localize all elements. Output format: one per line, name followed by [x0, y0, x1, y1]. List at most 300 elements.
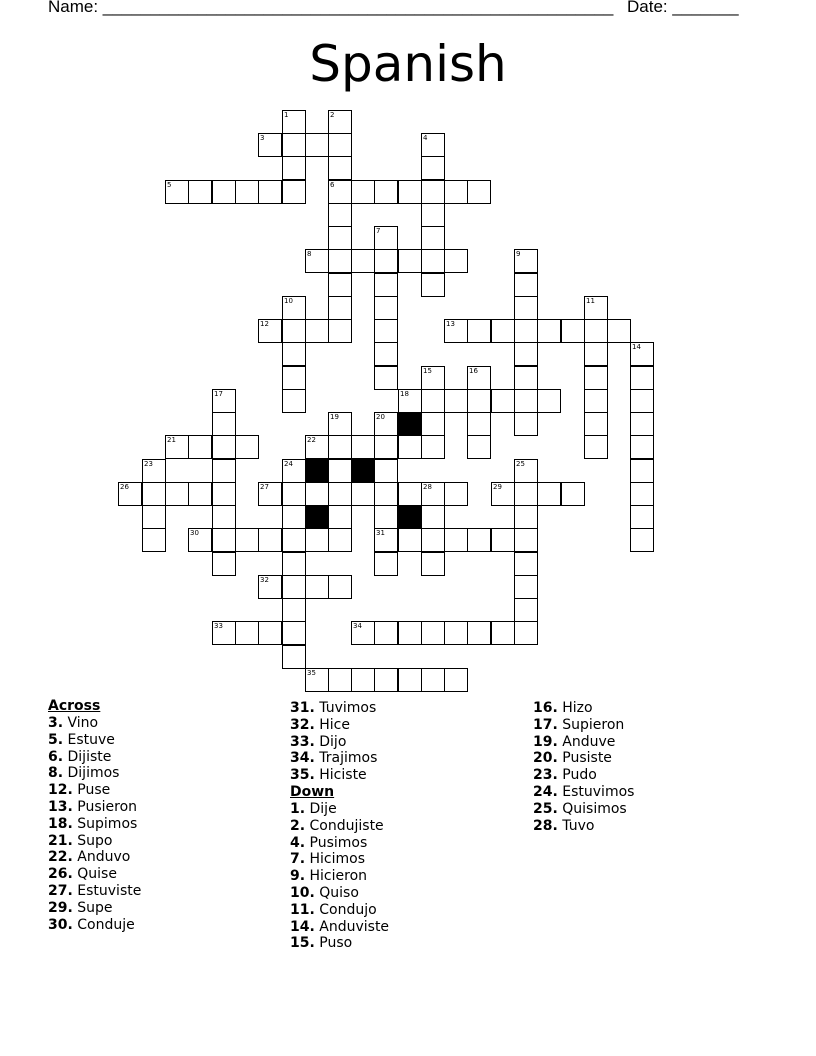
grid-cell[interactable]	[514, 552, 538, 576]
grid-cell[interactable]	[188, 180, 212, 204]
grid-cell[interactable]	[282, 575, 306, 599]
clue-column-1	[48, 698, 141, 933]
grid-cell[interactable]	[142, 459, 166, 483]
grid-cell[interactable]	[328, 226, 352, 250]
clue-number: 11.	[290, 901, 315, 918]
clue-number: 30.	[48, 916, 73, 933]
grid-cell[interactable]	[258, 133, 282, 157]
grid-cell[interactable]	[351, 435, 375, 459]
grid-cell[interactable]	[258, 319, 282, 343]
grid-cell[interactable]	[142, 528, 166, 552]
grid-cell[interactable]	[421, 366, 445, 390]
clue-number: 22.	[48, 849, 73, 866]
grid-cell[interactable]	[235, 621, 259, 645]
clue-item	[48, 866, 141, 883]
grid-cell[interactable]	[282, 459, 306, 483]
grid-cell[interactable]	[514, 459, 538, 483]
grid-cell[interactable]	[351, 482, 375, 506]
grid-cell[interactable]	[398, 180, 422, 204]
grid-cell[interactable]	[374, 621, 398, 645]
grid-cell[interactable]	[444, 482, 468, 506]
cell-number: 5	[167, 181, 172, 189]
grid-cell[interactable]	[630, 505, 654, 529]
grid-cell[interactable]	[258, 575, 282, 599]
grid-cell[interactable]	[328, 319, 352, 343]
clue-text: Dijo	[319, 733, 347, 750]
grid-cell[interactable]	[537, 482, 561, 506]
grid-cell[interactable]	[142, 505, 166, 529]
grid-cell[interactable]	[142, 482, 166, 506]
grid-cell[interactable]	[584, 366, 608, 390]
grid-cell[interactable]	[467, 180, 491, 204]
cell-number: 1	[284, 111, 289, 119]
grid-cell[interactable]	[514, 412, 538, 436]
clue-number: 33.	[290, 733, 315, 750]
grid-cell[interactable]	[328, 110, 352, 134]
grid-cell[interactable]	[467, 621, 491, 645]
date-field[interactable]: Date: _______	[627, 0, 739, 16]
grid-cell[interactable]	[328, 505, 352, 529]
grid-cell[interactable]	[282, 598, 306, 622]
clue-number: 23.	[533, 767, 558, 784]
grid-cell[interactable]	[351, 621, 375, 645]
clue-item	[533, 801, 634, 818]
cell-number: 20	[376, 413, 385, 421]
grid-cell[interactable]	[607, 319, 631, 343]
cell-number: 16	[469, 367, 478, 375]
clue-item	[48, 732, 141, 749]
clue-text: Estuve	[67, 731, 115, 748]
grid-cell[interactable]	[421, 180, 445, 204]
clue-text: Anduve	[562, 733, 616, 750]
grid-cell[interactable]	[630, 459, 654, 483]
grid-cell[interactable]	[374, 249, 398, 273]
cell-number: 9	[516, 250, 521, 258]
grid-cell[interactable]	[282, 505, 306, 529]
grid-cell[interactable]	[421, 552, 445, 576]
clue-text: Puso	[319, 935, 353, 952]
clue-text: Condujiste	[309, 817, 384, 834]
grid-cell[interactable]	[374, 412, 398, 436]
down-heading: Down	[290, 783, 335, 800]
cell-number: 8	[307, 250, 312, 258]
grid-cell[interactable]	[444, 249, 468, 273]
puzzle-title: Spanish	[309, 35, 507, 93]
clue-number: 9.	[290, 868, 306, 885]
clue-text: Supe	[77, 899, 113, 916]
grid-cell[interactable]	[491, 528, 515, 552]
clue-number: 16.	[533, 700, 558, 716]
grid-cell[interactable]	[305, 319, 329, 343]
grid-cell[interactable]	[351, 249, 375, 273]
cell-number: 30	[190, 529, 199, 537]
cell-number: 31	[376, 529, 385, 537]
grid-cell[interactable]	[514, 575, 538, 599]
clue-item	[48, 849, 141, 866]
clue-item	[290, 902, 389, 919]
grid-cell[interactable]	[514, 598, 538, 622]
clue-item	[290, 750, 389, 767]
clue-item	[290, 717, 389, 734]
grid-cell[interactable]	[212, 552, 236, 576]
grid-cell[interactable]	[258, 528, 282, 552]
clue-item	[48, 749, 141, 766]
grid-cell[interactable]	[212, 621, 236, 645]
grid-cell[interactable]	[374, 226, 398, 250]
grid-cell[interactable]	[305, 528, 329, 552]
grid-cell[interactable]	[421, 505, 445, 529]
grid-cell[interactable]	[282, 482, 306, 506]
grid-cell[interactable]	[165, 482, 189, 506]
clue-item	[48, 816, 141, 833]
grid-cell[interactable]	[282, 552, 306, 576]
grid-cell[interactable]	[398, 482, 422, 506]
clue-item	[48, 900, 141, 917]
grid-cell[interactable]	[630, 435, 654, 459]
black-cell	[398, 505, 422, 529]
clue-text: Pudo	[562, 767, 597, 784]
grid-cell[interactable]	[282, 366, 306, 390]
grid-cell[interactable]	[421, 249, 445, 273]
cell-number: 11	[586, 297, 595, 305]
grid-cell[interactable]	[328, 575, 352, 599]
grid-cell[interactable]	[444, 528, 468, 552]
grid-cell[interactable]	[421, 156, 445, 180]
grid-cell[interactable]	[188, 528, 212, 552]
grid-cell[interactable]	[398, 528, 422, 552]
grid-cell[interactable]	[584, 389, 608, 413]
grid-cell[interactable]	[328, 435, 352, 459]
grid-cell[interactable]	[630, 366, 654, 390]
grid-cell[interactable]	[537, 389, 561, 413]
clue-number: 3.	[48, 715, 64, 731]
grid-cell[interactable]	[561, 319, 585, 343]
name-field[interactable]: Name: ______________________________________________________	[48, 0, 614, 16]
grid-cell[interactable]	[374, 552, 398, 576]
grid-cell[interactable]	[212, 435, 236, 459]
grid-cell[interactable]	[444, 621, 468, 645]
grid-cell[interactable]	[374, 435, 398, 459]
grid-cell[interactable]	[514, 296, 538, 320]
grid-cell[interactable]	[282, 110, 306, 134]
grid-cell[interactable]	[421, 389, 445, 413]
grid-cell[interactable]	[282, 133, 306, 157]
grid-cell[interactable]	[328, 482, 352, 506]
grid-cell[interactable]	[398, 249, 422, 273]
grid-cell[interactable]	[282, 319, 306, 343]
grid-cell[interactable]	[212, 528, 236, 552]
clue-text: Quiso	[319, 884, 359, 901]
grid-cell[interactable]	[328, 180, 352, 204]
grid-cell[interactable]	[421, 482, 445, 506]
clue-number: 10.	[290, 884, 315, 901]
clue-text: Hicieron	[309, 868, 368, 885]
clue-item	[48, 833, 141, 850]
cell-number: 32	[260, 576, 269, 584]
grid-cell[interactable]	[398, 621, 422, 645]
clue-text: Dije	[309, 800, 337, 817]
clue-number: 35.	[290, 767, 315, 784]
grid-cell[interactable]	[467, 366, 491, 390]
clue-item	[290, 919, 389, 936]
cell-number: 29	[493, 483, 502, 491]
grid-cell[interactable]	[398, 435, 422, 459]
clue-number: 21.	[48, 832, 73, 849]
grid-cell[interactable]	[467, 389, 491, 413]
grid-cell[interactable]	[305, 249, 329, 273]
grid-cell[interactable]	[584, 319, 608, 343]
grid-cell[interactable]	[421, 273, 445, 297]
grid-cell[interactable]	[282, 621, 306, 645]
clue-text: Vino	[67, 715, 99, 731]
cell-number: 19	[330, 413, 339, 421]
clue-item	[533, 734, 634, 751]
grid-cell[interactable]	[421, 528, 445, 552]
grid-cell[interactable]	[630, 482, 654, 506]
grid-cell[interactable]	[374, 505, 398, 529]
clue-number: 32.	[290, 716, 315, 733]
grid-cell[interactable]	[328, 156, 352, 180]
grid-cell[interactable]	[328, 528, 352, 552]
grid-cell[interactable]	[188, 482, 212, 506]
cell-number: 12	[260, 320, 269, 328]
clue-item	[533, 767, 634, 784]
grid-cell[interactable]	[630, 412, 654, 436]
grid-cell[interactable]	[305, 668, 329, 692]
grid-cell[interactable]	[421, 226, 445, 250]
grid-cell[interactable]	[282, 156, 306, 180]
grid-cell[interactable]	[398, 389, 422, 413]
grid-cell[interactable]	[374, 459, 398, 483]
clue-number: 31.	[290, 700, 315, 716]
grid-cell[interactable]	[398, 668, 422, 692]
grid-cell[interactable]	[467, 319, 491, 343]
clue-text: Anduvo	[77, 849, 131, 866]
grid-cell[interactable]	[514, 505, 538, 529]
grid-cell[interactable]	[561, 482, 585, 506]
grid-cell[interactable]	[444, 319, 468, 343]
grid-cell[interactable]	[282, 645, 306, 669]
clue-item	[48, 917, 141, 934]
clue-number: 20.	[533, 750, 558, 767]
grid-cell[interactable]	[467, 528, 491, 552]
grid-cell[interactable]	[374, 180, 398, 204]
grid-cell[interactable]	[584, 296, 608, 320]
grid-cell[interactable]	[491, 389, 515, 413]
grid-cell[interactable]	[235, 180, 259, 204]
clue-item	[48, 782, 141, 799]
cell-number: 2	[330, 111, 335, 119]
cell-number: 14	[632, 343, 641, 351]
grid-cell[interactable]	[305, 575, 329, 599]
grid-cell[interactable]	[118, 482, 142, 506]
grid-cell[interactable]	[514, 621, 538, 645]
clue-number: 24.	[533, 783, 558, 800]
clue-text: Hizo	[562, 700, 593, 716]
clue-number: 25.	[533, 800, 558, 817]
grid-cell[interactable]	[305, 435, 329, 459]
clue-text: Supieron	[562, 716, 625, 733]
across-heading: Across	[48, 698, 101, 714]
grid-cell[interactable]	[212, 412, 236, 436]
grid-cell[interactable]	[374, 366, 398, 390]
grid-cell[interactable]	[630, 528, 654, 552]
grid-cell[interactable]	[374, 319, 398, 343]
clue-text: Pusimos	[309, 834, 368, 851]
clue-number: 13.	[48, 798, 73, 815]
cell-number: 17	[214, 390, 223, 398]
grid-cell[interactable]	[282, 389, 306, 413]
clue-item	[48, 765, 141, 782]
clue-item	[533, 784, 634, 801]
grid-cell[interactable]	[305, 482, 329, 506]
clue-text: Trajimos	[319, 750, 378, 767]
clue-text: Quise	[77, 866, 117, 883]
grid-cell[interactable]	[328, 133, 352, 157]
clue-item	[290, 885, 389, 902]
cell-number: 23	[144, 460, 153, 468]
clue-text: Tuvimos	[319, 700, 377, 716]
clue-item	[533, 750, 634, 767]
grid-cell[interactable]	[328, 459, 352, 483]
clue-number: 26.	[48, 866, 73, 883]
grid-cell[interactable]	[212, 180, 236, 204]
clue-number: 29.	[48, 899, 73, 916]
grid-cell[interactable]	[282, 528, 306, 552]
clue-text: Condujo	[319, 901, 377, 918]
clue-item	[290, 767, 389, 784]
grid-cell[interactable]	[212, 459, 236, 483]
grid-cell[interactable]	[514, 482, 538, 506]
grid-cell[interactable]	[514, 366, 538, 390]
clue-item	[290, 734, 389, 751]
grid-cell[interactable]	[374, 668, 398, 692]
grid-cell[interactable]	[212, 505, 236, 529]
clue-number: 34.	[290, 750, 315, 767]
grid-cell[interactable]	[421, 435, 445, 459]
clue-number: 12.	[48, 782, 73, 799]
grid-cell[interactable]	[374, 273, 398, 297]
grid-cell[interactable]	[328, 203, 352, 227]
cell-number: 35	[307, 669, 316, 677]
black-cell	[305, 505, 329, 529]
grid-cell[interactable]	[421, 668, 445, 692]
grid-cell[interactable]	[514, 319, 538, 343]
clue-number: 18.	[48, 815, 73, 832]
grid-cell[interactable]	[584, 435, 608, 459]
clue-number: 7.	[290, 851, 306, 868]
grid-cell[interactable]	[421, 621, 445, 645]
clue-item	[290, 700, 389, 717]
grid-cell[interactable]	[421, 133, 445, 157]
grid-cell[interactable]	[282, 296, 306, 320]
grid-cell[interactable]	[584, 412, 608, 436]
clue-number: 19.	[533, 733, 558, 750]
grid-cell[interactable]	[630, 389, 654, 413]
grid-cell[interactable]	[258, 621, 282, 645]
clue-text: Estuviste	[77, 882, 142, 899]
clue-item	[533, 818, 634, 835]
grid-cell[interactable]	[328, 249, 352, 273]
grid-cell[interactable]	[212, 389, 236, 413]
clue-text: Hiciste	[319, 767, 367, 784]
grid-cell[interactable]	[305, 133, 329, 157]
grid-cell[interactable]	[491, 621, 515, 645]
grid-cell[interactable]	[374, 342, 398, 366]
clue-text: Supo	[77, 832, 113, 849]
clue-text: Conduje	[77, 916, 135, 933]
clue-text: Pusieron	[77, 798, 138, 815]
clue-number: 4.	[290, 834, 306, 851]
grid-cell[interactable]	[328, 668, 352, 692]
grid-cell[interactable]	[421, 412, 445, 436]
grid-cell[interactable]	[467, 412, 491, 436]
grid-cell[interactable]	[444, 389, 468, 413]
grid-cell[interactable]	[328, 296, 352, 320]
grid-cell[interactable]	[282, 180, 306, 204]
grid-cell[interactable]	[584, 342, 608, 366]
grid-cell[interactable]	[165, 180, 189, 204]
grid-cell[interactable]	[514, 249, 538, 273]
clue-item	[48, 799, 141, 816]
cell-number: 34	[353, 622, 362, 630]
clue-text: Hice	[319, 716, 350, 733]
grid-cell[interactable]	[514, 528, 538, 552]
clue-number: 17.	[533, 716, 558, 733]
cell-number: 3	[260, 134, 265, 142]
grid-cell[interactable]	[421, 203, 445, 227]
grid-cell[interactable]	[235, 528, 259, 552]
grid-cell[interactable]	[491, 319, 515, 343]
grid-cell[interactable]	[467, 435, 491, 459]
grid-cell[interactable]	[514, 273, 538, 297]
grid-cell[interactable]	[258, 180, 282, 204]
clue-text: Pusiste	[562, 750, 612, 767]
clue-text: Dijiste	[67, 748, 112, 765]
grid-cell[interactable]	[282, 342, 306, 366]
grid-cell[interactable]	[351, 668, 375, 692]
clue-text: Hicimos	[309, 851, 366, 868]
grid-cell[interactable]	[235, 435, 259, 459]
grid-cell[interactable]	[630, 342, 654, 366]
grid-cell[interactable]	[374, 528, 398, 552]
black-cell	[351, 459, 375, 483]
clue-text: Tuvo	[562, 817, 595, 834]
grid-cell[interactable]	[444, 668, 468, 692]
clue-column-2	[290, 698, 389, 952]
grid-cell[interactable]	[328, 412, 352, 436]
cell-number: 33	[214, 622, 223, 630]
grid-cell[interactable]	[514, 389, 538, 413]
grid-cell[interactable]	[491, 482, 515, 506]
grid-cell[interactable]	[537, 319, 561, 343]
grid-cell[interactable]	[258, 482, 282, 506]
clue-item	[290, 851, 389, 868]
grid-cell[interactable]	[374, 482, 398, 506]
grid-cell[interactable]	[514, 342, 538, 366]
grid-cell[interactable]	[212, 482, 236, 506]
grid-cell[interactable]	[374, 296, 398, 320]
clue-item	[290, 818, 389, 835]
cell-number: 7	[376, 227, 381, 235]
black-cell	[398, 412, 422, 436]
grid-cell[interactable]	[165, 435, 189, 459]
grid-cell[interactable]	[444, 180, 468, 204]
clue-text: Puse	[77, 782, 111, 799]
grid-cell[interactable]	[351, 180, 375, 204]
grid-cell[interactable]	[188, 435, 212, 459]
grid-cell[interactable]	[328, 273, 352, 297]
